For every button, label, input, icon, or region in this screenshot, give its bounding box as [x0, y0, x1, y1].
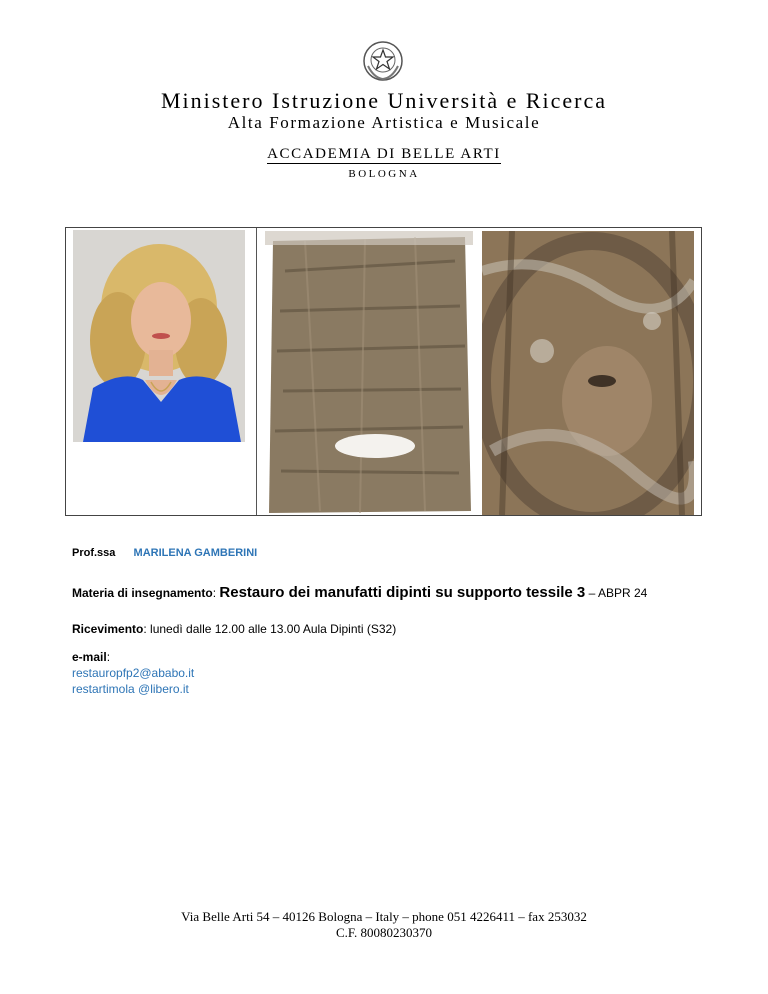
footer-tax-code: C.F. 80080230370	[335, 925, 433, 940]
teacher-portrait-photo	[73, 230, 245, 442]
email-block	[72, 649, 194, 697]
afam-subheading: Alta Formazione Artistica e Musicale	[227, 113, 541, 132]
subject-line	[72, 584, 647, 601]
academy-heading	[0, 146, 768, 163]
city-heading: BOLOGNA	[348, 168, 420, 180]
ministry-heading: Ministero Istruzione Università e Ricerca	[160, 88, 608, 113]
academy-heading-text: ACCADEMIA DI BELLE ARTI	[267, 146, 501, 162]
email-separator: :	[106, 650, 111, 664]
reception-value: : lunedì dalle 12.00 alle 13.00 Aula Dipinti (S32)	[143, 622, 397, 636]
italian-republic-emblem	[362, 40, 404, 82]
email-address-2[interactable]: restartimola @libero.it	[72, 682, 189, 696]
textile-fragment-photo	[265, 231, 473, 515]
footer-address: Via Belle Arti 54 – 40126 Bologna – Italy – phone 051 4226411 – fax 253032	[181, 909, 587, 924]
painting-detail-photo	[482, 231, 694, 515]
teacher-line	[72, 547, 257, 559]
photo-divider	[256, 228, 257, 515]
subject-code: – ABPR 24	[588, 586, 648, 600]
teacher-title-prefix: Prof.ssa	[72, 547, 116, 559]
teacher-name: MARILENA GAMBERINI	[133, 547, 258, 559]
reception-label: Ricevimento	[72, 622, 144, 636]
subject-separator: :	[212, 586, 217, 600]
subject-label: Materia di insegnamento	[72, 586, 213, 600]
photo-panel	[65, 227, 702, 516]
reception-line	[72, 622, 396, 636]
email-address-1[interactable]: restauropfp2@ababo.it	[72, 666, 195, 680]
email-label: e-mail	[72, 650, 107, 664]
subject-name: Restauro dei manufatti dipinti su supporto tessile 3	[219, 584, 586, 601]
